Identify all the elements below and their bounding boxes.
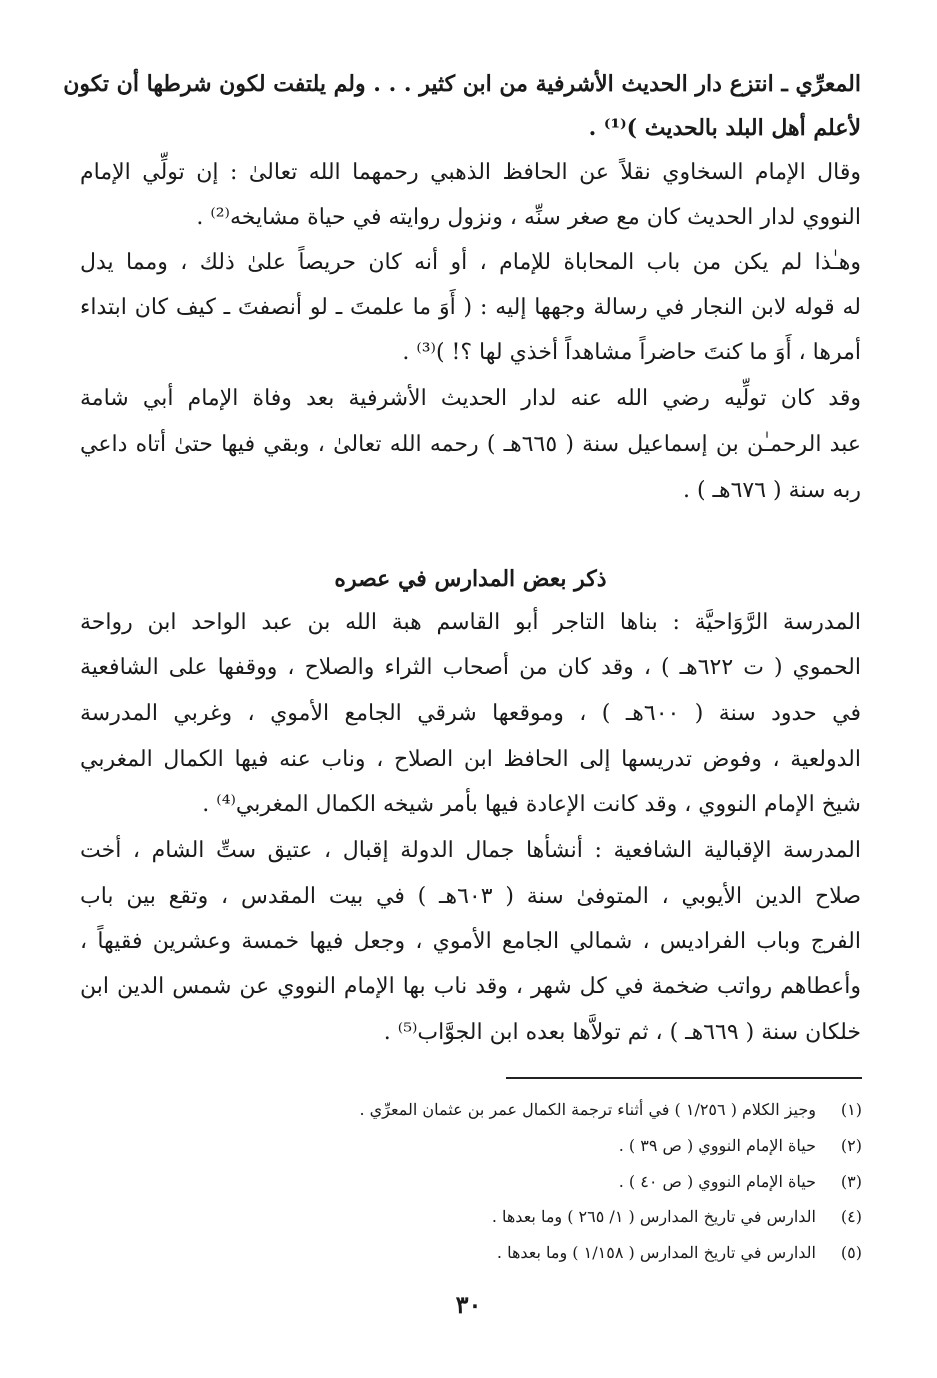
- body-line: المعرِّي ـ انتزع دار الحديث الأشرفية من ابن كثير . . . ولم يلتفت لكون شرطها أن تكون: [63, 71, 861, 97]
- body-line: وقد كان تولِّيه رضي الله عنه لدار الحديث الأشرفية بعد وفاة الإمام أبي شامة: [80, 386, 861, 411]
- body-line: الحموي ( ت ٦٢٢هـ ) ، وقد كان من أصحاب الثراء والصلاح ، ووقفها على الشافعية: [80, 655, 861, 680]
- footnote-separator: [506, 1077, 862, 1079]
- footnote: [200, 1172, 862, 1191]
- body-line: لأعلم أهل البلد بالحديث )⁽¹⁾ .: [588, 115, 861, 141]
- footnote-text: حياة الإمام النووي ( ص ٤٠ ) .: [618, 1172, 816, 1191]
- footnote-text: حياة الإمام النووي ( ص ٣٩ ) .: [618, 1136, 816, 1155]
- body-line: وأعطاهم رواتب ضخمة في كل شهر ، وقد ناب بها الإمام النووي عن شمس الدين ابن: [80, 974, 861, 999]
- body-line: أمرها ، أَوَ ما كنتَ حاضراً مشاهداً أخذي لها ؟! )⁽³⁾ .: [402, 340, 861, 365]
- footnote: [200, 1243, 862, 1262]
- body-line: خلكان سنة ( ٦٦٩هـ ) ، ثم تولاَّها بعده ابن الجوَّاب⁽⁵⁾ .: [383, 1020, 861, 1045]
- body-line: الفرج وباب الفراديس ، شمالي الجامع الأموي ، وجعل فيها خمسة وعشرين فقيهاً ،: [80, 929, 861, 954]
- body-line: له قوله لابن النجار في رسالة وجهها إليه : ( أَوَ ما علمتَ ـ لو أنصفتَ ـ كيف كان ابتداء: [80, 295, 861, 320]
- footnote-number: (٣): [840, 1172, 862, 1191]
- body-line: المدرسة الإقبالية الشافعية : أنشأها جمال الدولة إقبال ، عتيق ستِّ الشام ، أخت: [80, 838, 861, 863]
- footnote-number: (٢): [840, 1136, 862, 1155]
- footnote-text: الدارس في تاريخ المدارس ( ١/١٥٨ ) وما بعدها .: [496, 1243, 816, 1262]
- footnote-number: (١): [840, 1100, 862, 1119]
- footnote-number: (٤): [840, 1207, 862, 1226]
- footnote: [200, 1207, 862, 1226]
- body-line: وقال الإمام السخاوي نقلاً عن الحافظ الذهبي رحمهما الله تعالىٰ : إن تولِّي الإمام: [80, 160, 861, 185]
- footnote-text: وجيز الكلام ( ١/٢٥٦ ) في أثناء ترجمة الكمال عمر بن عثمان المعرِّي .: [359, 1100, 816, 1119]
- footnote: [200, 1136, 862, 1155]
- body-line: صلاح الدين الأيوبي ، المتوفىٰ سنة ( ٦٠٣هـ ) في بيت المقدس ، وتقع بين باب: [80, 884, 862, 909]
- body-line: وهـٰذا لم يكن من باب المحاباة للإمام ، أو أنه كان حريصاً علىٰ ذلك ، ومما يدل: [80, 250, 861, 275]
- body-line: في حدود سنة ( ٦٠٠هـ ) ، وموقعها شرقي الجامع الأموي ، وغربي المدرسة: [80, 701, 861, 726]
- body-line: المدرسة الرَّوَاحيَّة : بناها التاجر أبو القاسم هبة الله بن عبد الواحد ابن رواحة: [80, 610, 861, 635]
- body-line: ربه سنة ( ٦٧٦هـ ) .: [682, 478, 861, 503]
- section-heading: ذكر بعض المدارس في عصره: [334, 566, 607, 592]
- footnote-text: الدارس في تاريخ المدارس ( ١/ ٢٦٥ ) وما بعدها .: [491, 1207, 816, 1226]
- body-line: شيخ الإمام النووي ، وقد كانت الإعادة فيها بأمر شيخه الكمال المغربي⁽⁴⁾ .: [202, 792, 861, 817]
- body-line: الدولعية ، وفوض تدريسها إلى الحافظ ابن الصلاح ، وناب عنه فيها الكمال المغربي: [80, 747, 861, 772]
- body-line: عبد الرحمـٰن بن إسماعيل سنة ( ٦٦٥هـ ) رحمه الله تعالىٰ ، وبقي فيها حتىٰ أتاه داعي: [80, 432, 861, 457]
- page-number: ٣٠: [455, 1290, 482, 1319]
- footnote-number: (٥): [840, 1243, 862, 1262]
- footnote: [200, 1100, 862, 1119]
- body-line: النووي لدار الحديث كان مع صغر سنِّه ، ونزول روايته في حياة مشايخه⁽²⁾ .: [196, 205, 861, 230]
